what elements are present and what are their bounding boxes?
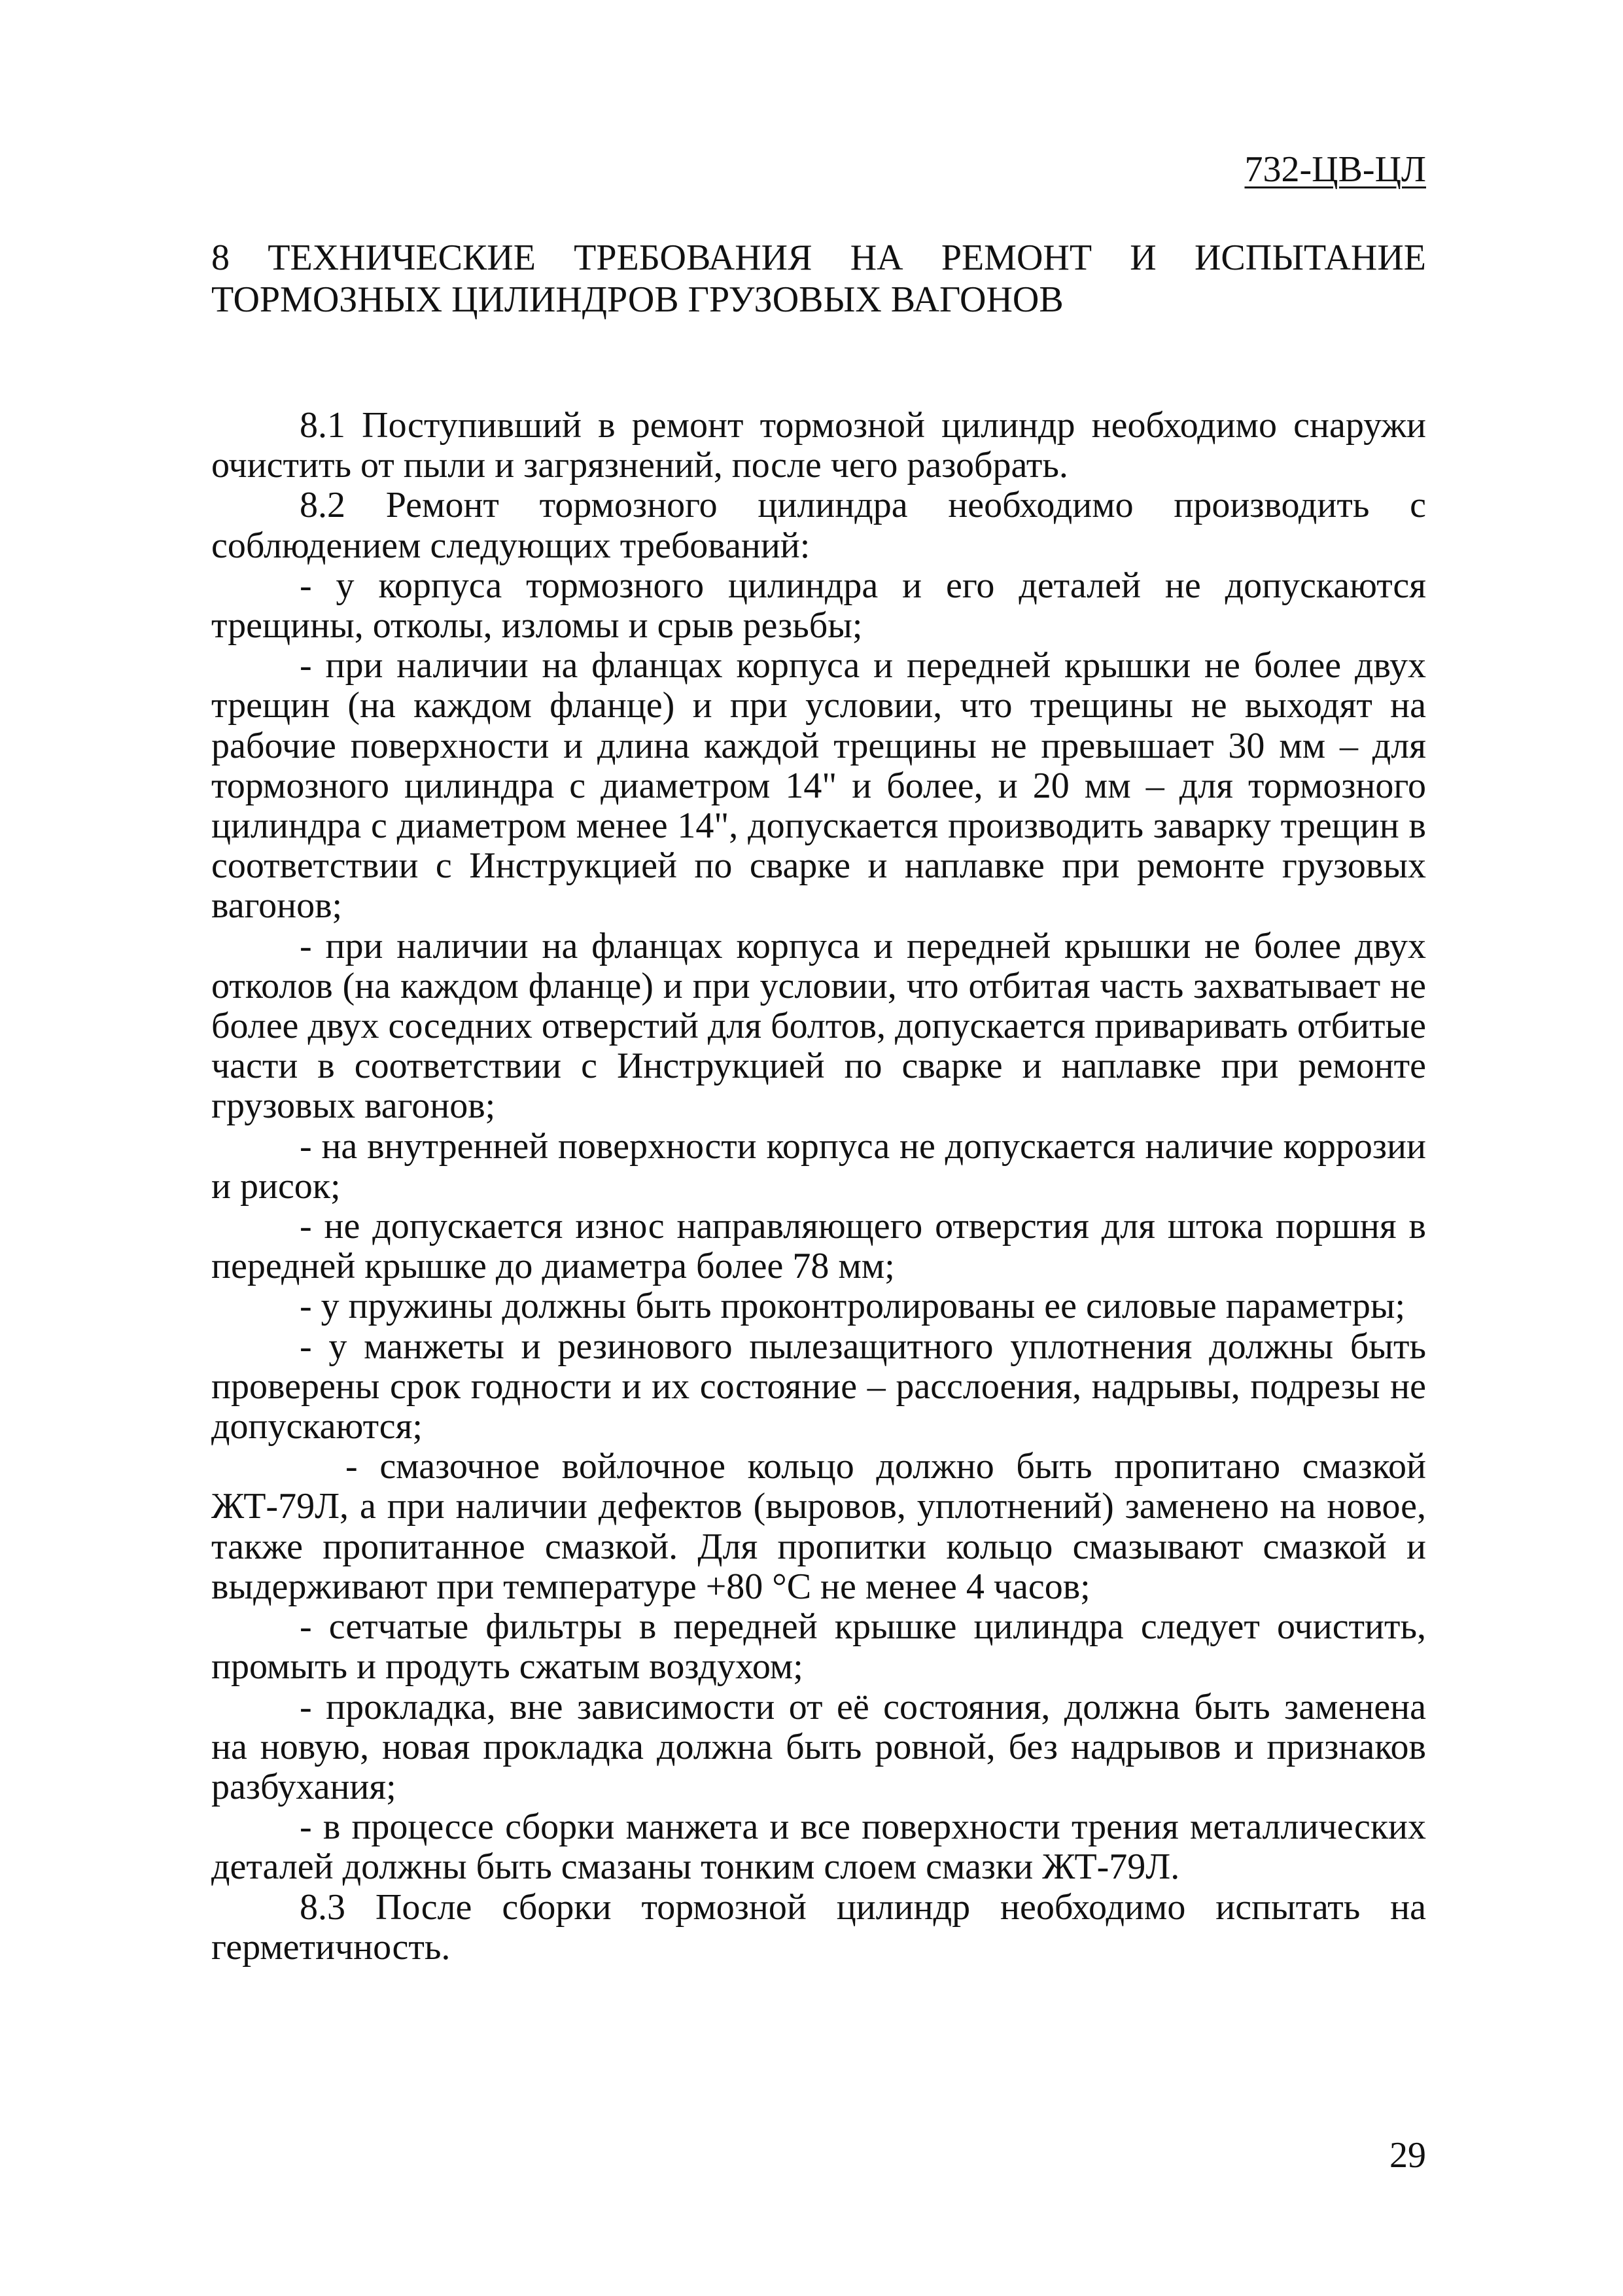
paragraph-8-1: 8.1 Поступивший в ремонт тормозной цилиндр необходимо снаружи очистить от пыли и загрязнений, после чего разобрать. — [211, 405, 1426, 486]
requirement-gasket: - прокладка, вне зависимости от её состояния, должна быть заменена на новую, новая прокладка должна быть ровной, без надрывов и признаков разбухания; — [211, 1686, 1426, 1807]
section-title — [211, 237, 1426, 321]
section-title-line-2: ТОРМОЗНЫХ ЦИЛИНДРОВ ГРУЗОВЫХ ВАГОНОВ — [211, 279, 1064, 320]
paragraph-8-3: 8.3 После сборки тормозной цилиндр необходимо испытать на герметичность. — [211, 1886, 1426, 1968]
requirement-spring-parameters: - у пружины должны быть проконтролированы ее силовые параметры; — [300, 1286, 1406, 1327]
requirement-inner-surface: - на внутренней поверхности корпуса не допускается наличие коррозии и рисок; — [211, 1125, 1426, 1207]
requirement-cracks-and-threads: - у корпуса тормозного цилиндра и его деталей не допускаются трещины, отколы, изломы и срыв резьбы; — [211, 565, 1426, 646]
document-code: 732-ЦВ-ЦЛ — [1244, 149, 1426, 190]
requirement-mesh-filters: - сетчатые фильтры в передней крышке цилиндра следует очистить, промыть и продуть сжатым воздухом; — [211, 1606, 1426, 1687]
document-body — [211, 406, 1426, 1968]
requirement-lubrication: - в процессе сборки манжета и все поверхности трения металлических деталей должны быть смазаны тонким слоем смазки ЖТ-79Л. — [211, 1807, 1426, 1888]
section-title-line-1: 8 ТЕХНИЧЕСКИЕ ТРЕБОВАНИЯ НА РЕМОНТ И ИСПЫТАНИЕ — [211, 238, 1426, 278]
requirement-rod-hole-wear: - не допускается износ направляющего отверстия для штока поршня в передней крышке до диаметра более 78 мм; — [211, 1206, 1426, 1287]
page-number: 29 — [1389, 2135, 1426, 2176]
requirement-flange-cracks: - при наличии на фланцах корпуса и передней крышки не более двух трещин (на каждом фланце) и при условии, что трещины не выходят на рабочие поверхности и длина каждой трещины не превышает 30 мм – для тормозного цилиндра с диаметром 14" и более, и 20 мм – для тормозного цилиндра с диаметром менее 14", допускается производить заварку трещин в соответствии с Инструкцией по сварке и наплавке при ремонте грузовых вагонов; — [211, 645, 1426, 927]
requirement-felt-ring: - смазочное войлочное кольцо должно быть пропитано смазкой ЖТ-79Л, а при наличии дефектов (выровов, уплотнений) заменено на новое, также пропитанное смазкой. Для пропитки кольцо смазывают смазкой и выдерживают при температуре +80 °С не менее 4 часов; — [211, 1446, 1426, 1607]
requirement-flange-chips: - при наличии на фланцах корпуса и передней крышки не более двух отколов (на каждом фланце) и при условии, что отбитая часть захватывает не более двух соседних отверстий для болтов, допускается приваривать отбитые части в соответствии с Инструкцией по сварке и наплавке при ремонте грузовых вагонов; — [211, 925, 1426, 1127]
paragraph-8-2: 8.2 Ремонт тормозного цилиндра необходимо производить с соблюдением следующих требований: — [211, 485, 1426, 566]
requirement-seal-condition: - у манжеты и резинового пылезащитного уплотнения должны быть проверены срок годности и их состояние – расслоения, надрывы, подрезы не допускаются; — [211, 1326, 1426, 1447]
